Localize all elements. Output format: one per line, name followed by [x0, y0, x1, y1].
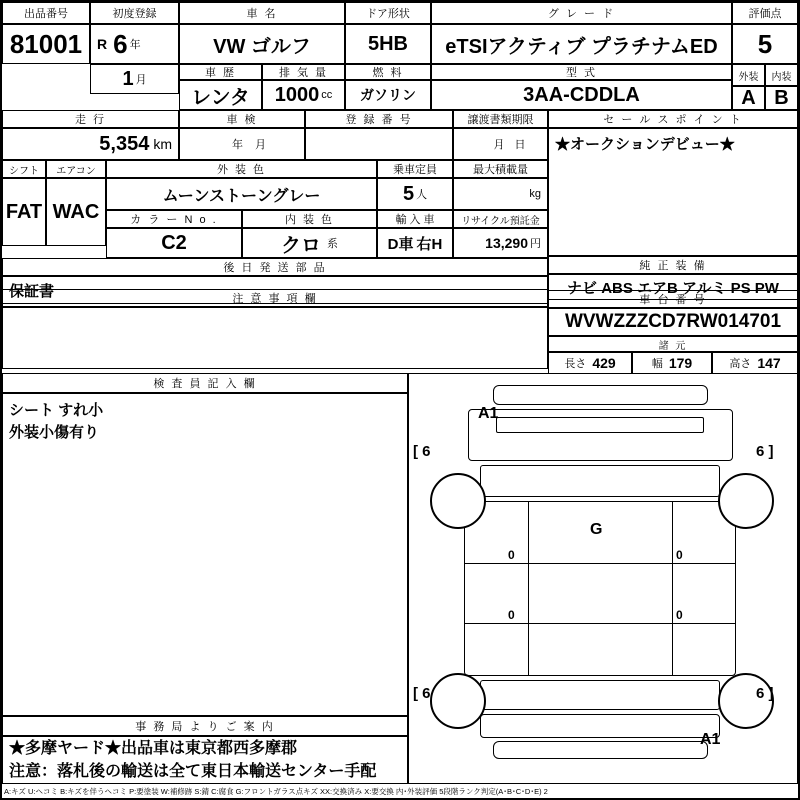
- first-registration-month: 1 月: [90, 64, 179, 94]
- mileage-label: 走 行: [2, 110, 179, 128]
- ac-label: エアコン: [46, 160, 106, 178]
- max-load-label: 最大積載量: [453, 160, 548, 178]
- model-code-value: 3AA-CDDLA: [431, 80, 732, 110]
- inspection-label: 車 検: [179, 110, 305, 128]
- lot-number-label: 出品番号: [2, 2, 90, 24]
- recycle-deposit-value: 13,290 円: [453, 228, 548, 258]
- exterior-color-value: ムーンストーングレー: [106, 178, 377, 210]
- windshield: [480, 465, 720, 497]
- panel-mark-3: 0: [676, 608, 683, 622]
- width-cell: 幅 179: [632, 352, 712, 374]
- interior-color-value: クロ 系: [242, 228, 377, 258]
- panel-mark-0: 0: [508, 548, 515, 562]
- diagram-rear-label: A1: [700, 731, 721, 748]
- interior-grade-label: 内装: [765, 64, 798, 86]
- fuel-label: 燃 料: [345, 64, 431, 80]
- transfer-deadline-value: 月日: [453, 128, 548, 160]
- announcement-label: 事 務 局 よ り ご 案 内: [2, 716, 408, 736]
- later-parts-label: 後 日 発 送 部 品: [2, 258, 548, 276]
- grade-label: グ レ ー ド: [431, 2, 732, 24]
- inspection-value: 年月: [179, 128, 305, 160]
- shift-label: シフト: [2, 160, 46, 178]
- wheel-front-left: [430, 473, 486, 529]
- diagram-left-rear-mark: [ 6: [413, 685, 431, 702]
- exterior-color-label: 外 装 色: [106, 160, 377, 178]
- transfer-deadline-label: 譲渡書類期限: [453, 110, 548, 128]
- first-registration-value: R 6 年: [90, 24, 179, 64]
- cabin-divider-4: [672, 501, 673, 676]
- caution-value: [2, 307, 548, 369]
- seats-label: 乗車定員: [377, 160, 453, 178]
- displacement-label: 排 気 量: [262, 64, 345, 80]
- length-cell: 長さ 429: [548, 352, 632, 374]
- height-cell: 高さ 147: [712, 352, 798, 374]
- rear-bumper: [493, 741, 708, 759]
- door-type-value: 5HB: [345, 24, 431, 64]
- door-type-label: ドア形状: [345, 2, 431, 24]
- score-value: 5: [732, 24, 798, 64]
- diagram-right-rear-mark: 6 ]: [756, 685, 774, 702]
- history-value: レンタ: [179, 80, 262, 110]
- spec-label: 諸 元: [548, 336, 798, 352]
- interior-color-label: 内 装 色: [242, 210, 377, 228]
- color-number-value: C2: [106, 228, 242, 258]
- ac-value: WAC: [46, 178, 106, 246]
- diagram-left-front-mark: [ 6: [413, 443, 431, 460]
- panel-mark-1: 0: [676, 548, 683, 562]
- inspector-notes-value: シート すれ小 外装小傷有り: [2, 393, 408, 716]
- inspector-notes-label: 検 査 員 記 入 欄: [2, 373, 408, 393]
- displacement-value: 1000 cc: [262, 80, 345, 110]
- genuine-equipment-label: 純 正 装 備: [548, 256, 798, 274]
- sales-point-value: ★オークションデビュー★: [548, 128, 798, 256]
- shift-value: FAT: [2, 178, 46, 246]
- cabin-divider-3: [528, 501, 529, 676]
- genuine-equipment-value: ナビ ABS エアB アルミ PS PW: [548, 274, 798, 300]
- trunk: [480, 714, 720, 738]
- mileage-value: 5,354 km: [2, 128, 179, 160]
- model-code-label: 型 式: [431, 64, 732, 80]
- panel-mark-2: 0: [508, 608, 515, 622]
- import-label: 輸 入 車: [377, 210, 453, 228]
- exterior-grade-label: 外装: [732, 64, 765, 86]
- rear-window: [480, 680, 720, 710]
- recycle-deposit-label: リサイクル預託金: [453, 210, 548, 228]
- max-load-value: kg: [453, 178, 548, 210]
- car-name-label: 車 名: [179, 2, 345, 24]
- warranty-value: 保証書: [2, 276, 548, 304]
- color-number-label: カ ラ ー N o .: [106, 210, 242, 228]
- front-bumper: [493, 385, 708, 405]
- diagram-front-label: A1: [478, 405, 499, 422]
- cabin-divider-2: [464, 623, 736, 624]
- first-registration-label: 初度登録: [90, 2, 179, 24]
- announcement-value: ★多摩ヤード★出品車は東京都西多摩郡 注意：落札後の輸送は全て東日本輸送センター手配: [2, 736, 408, 784]
- grade-value: eTSIアクティブ プラチナムED: [431, 24, 732, 64]
- diagram-center-label: G: [590, 521, 603, 538]
- sales-point-label: セ ー ル ス ポ イ ン ト: [548, 110, 798, 128]
- seats-value: 5 人: [377, 178, 453, 210]
- cabin-divider-1: [464, 563, 736, 564]
- history-label: 車 歴: [179, 64, 262, 80]
- vehicle-diagram: [408, 373, 798, 784]
- import-value: D車 右H: [377, 228, 453, 258]
- vin-label: 車 台 番 号: [548, 290, 798, 308]
- registration-number-label: 登 録 番 号: [305, 110, 453, 128]
- fuel-value: ガソリン: [345, 80, 431, 110]
- score-label: 評価点: [732, 2, 798, 24]
- front-grille: [496, 417, 704, 433]
- car-name-value: VW ゴルフ: [179, 24, 345, 64]
- interior-grade-value: B: [765, 86, 798, 110]
- vin-value: WVWZZZCD7RW014701: [548, 308, 798, 336]
- wheel-front-right: [718, 473, 774, 529]
- exterior-grade-value: A: [732, 86, 765, 110]
- wheel-rear-left: [430, 673, 486, 729]
- caution-label: 注 意 事 項 欄: [2, 289, 548, 307]
- diagram-right-front-mark: 6 ]: [756, 443, 774, 460]
- registration-number-value: [305, 128, 453, 160]
- lot-number-value: 81001: [2, 24, 90, 64]
- legend-text: A:キズ U:ヘコミ B:キズを伴うヘコミ P:要塗装 W:補修跡 S:錆 C:腐食 G:フロントガラス点キズ XX:交換済み X:要交換 内･外装評価 5段階ランク判定(A･B･C･D･E) 2: [4, 786, 548, 796]
